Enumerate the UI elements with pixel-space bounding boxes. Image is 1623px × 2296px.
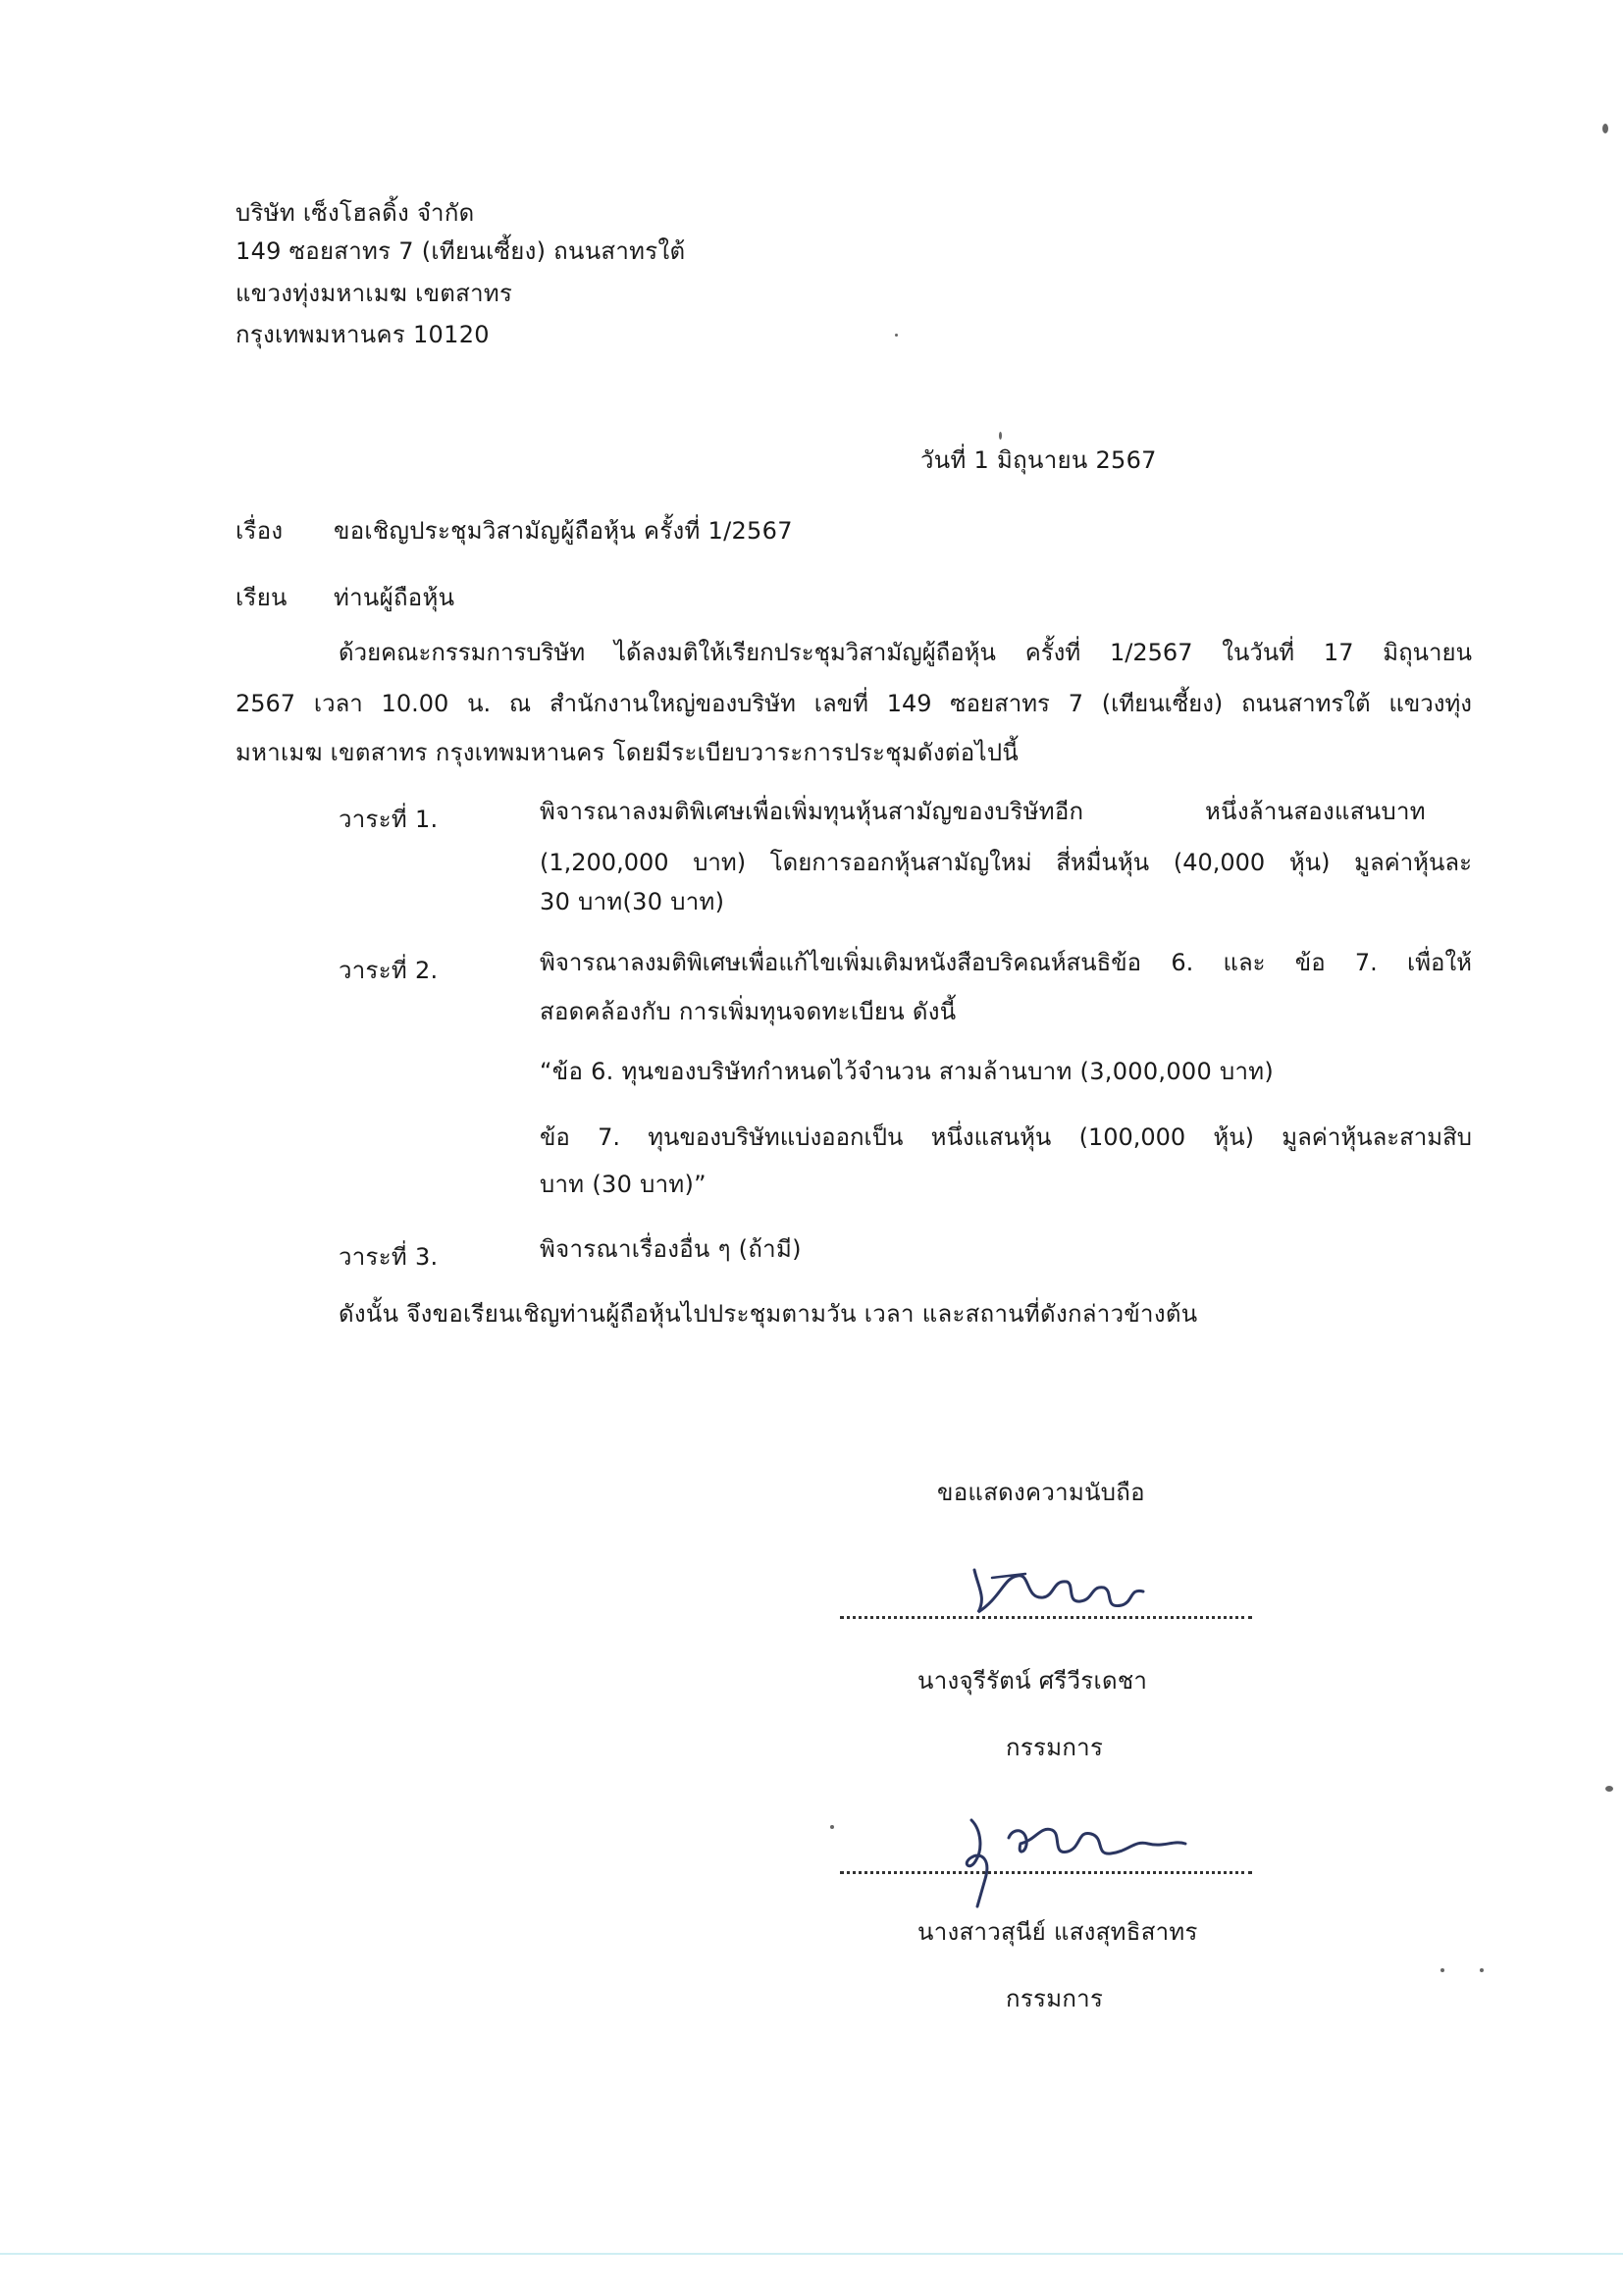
signatory-2-name: นางสาวสุนีย์ แสงสุทธิสาทร (917, 1918, 1198, 1946)
salutation-label: เรียน (236, 584, 288, 611)
salutation-text: ท่านผู้ถือหุ้น (334, 584, 455, 611)
closing-text: ดังนั้น จึงขอเรียนเชิญท่านผู้ถือหุ้นไปประชุมตามวัน เวลา และสถานที่ดังกล่าวข้างต้น (339, 1300, 1198, 1328)
agenda-2-line-2: สอดคล้องกับ การเพิ่มทุนจดทะเบียน ดังนี้ (540, 998, 957, 1025)
regards-text: ขอแสดงความนับถือ (937, 1479, 1145, 1506)
signatory-2-title: กรรมการ (1006, 1985, 1104, 2012)
scan-speck (1440, 1968, 1444, 1972)
letter-date: วันที่ 1 มิถุนายน 2567 (920, 446, 1157, 474)
agenda-2-quote-2b: บาท (30 บาท)” (540, 1171, 707, 1198)
agenda-2-line-1: พิจารณาลงมติพิเศษเพื่อแก้ไขเพิ่มเติมหนังสือบริคณห์สนธิข้อ 6. และ ข้อ 7. เพื่อให้ (540, 949, 1472, 976)
scan-speck (1480, 1968, 1484, 1972)
agenda-3-label: วาระที่ 3. (339, 1243, 439, 1271)
agenda-1-line-1b: หนึ่งล้านสองแสนบาท (1205, 798, 1426, 825)
subject-text: ขอเชิญประชุมวิสามัญผู้ถือหุ้น ครั้งที่ 1/2567 (334, 517, 793, 545)
signatory-1-name: นางจุรีรัตน์ ศรีวีรเดชา (917, 1667, 1148, 1695)
sender-address-line2: แขวงทุ่งมหาเมฆ เขตสาทร (236, 280, 513, 307)
agenda-1-line-3: 30 บาท(30 บาท) (540, 888, 725, 915)
intro-line-2: 2567 เวลา 10.00 น. ณ สำนักงานใหญ่ของบริษัท เลขที่ 149 ซอยสาทร 7 (เทียนเซี้ยง) ถนนสาทรใต้ แขวงทุ่ง (236, 690, 1472, 717)
signatory-1-title: กรรมการ (1006, 1734, 1104, 1761)
agenda-1-line-1a: พิจารณาลงมติพิเศษเพื่อเพิ่มทุนหุ้นสามัญของบริษัทอีก (540, 798, 1084, 825)
agenda-2-quote-2a: ข้อ 7. ทุนของบริษัทแบ่งออกเป็น หนึ่งแสนหุ้น (100,000 หุ้น) มูลค่าหุ้นละสามสิบ (540, 1123, 1472, 1151)
scan-speck (1605, 1786, 1613, 1792)
signature-2 (942, 1800, 1217, 1908)
sender-address-line3: กรุงเทพมหานคร 10120 (236, 321, 490, 348)
sender-company: บริษัท เซ็งโฮลดิ้ง จำกัด (236, 199, 475, 227)
intro-line-1: ด้วยคณะกรรมการบริษัท ได้ลงมติให้เรียกประชุมวิสามัญผู้ถือหุ้น ครั้งที่ 1/2567 ในวันที่ 17 มิถุนายน (339, 639, 1472, 666)
signature-1-line (840, 1616, 1252, 1619)
sender-address-line1: 149 ซอยสาทร 7 (เทียนเซี้ยง) ถนนสาทรใต้ (236, 237, 686, 265)
scan-speck (1602, 124, 1608, 133)
intro-line-3: มหาเมฆ เขตสาทร กรุงเทพมหานคร โดยมีระเบียบวาระการประชุมดังต่อไปนี้ (236, 739, 1020, 766)
scan-speck (999, 432, 1002, 440)
subject-label: เรื่อง (236, 517, 284, 545)
agenda-3-line-1: พิจารณาเรื่องอื่น ๆ (ถ้ามี) (540, 1235, 802, 1263)
agenda-2-label: วาระที่ 2. (339, 957, 439, 984)
scan-speck (895, 334, 898, 337)
agenda-2-quote-1: “ข้อ 6. ทุนของบริษัทกำหนดไว้จำนวน สามล้านบาท (3,000,000 บาท) (540, 1058, 1275, 1085)
scan-speck (830, 1825, 834, 1829)
scan-edge-line (0, 2253, 1623, 2255)
agenda-1-line-2: (1,200,000 บาท) โดยการออกหุ้นสามัญใหม่ สี่หมื่นหุ้น (40,000 หุ้น) มูลค่าหุ้นละ (540, 849, 1472, 876)
agenda-1-label: วาระที่ 1. (339, 806, 439, 833)
signature-2-line (840, 1871, 1252, 1874)
